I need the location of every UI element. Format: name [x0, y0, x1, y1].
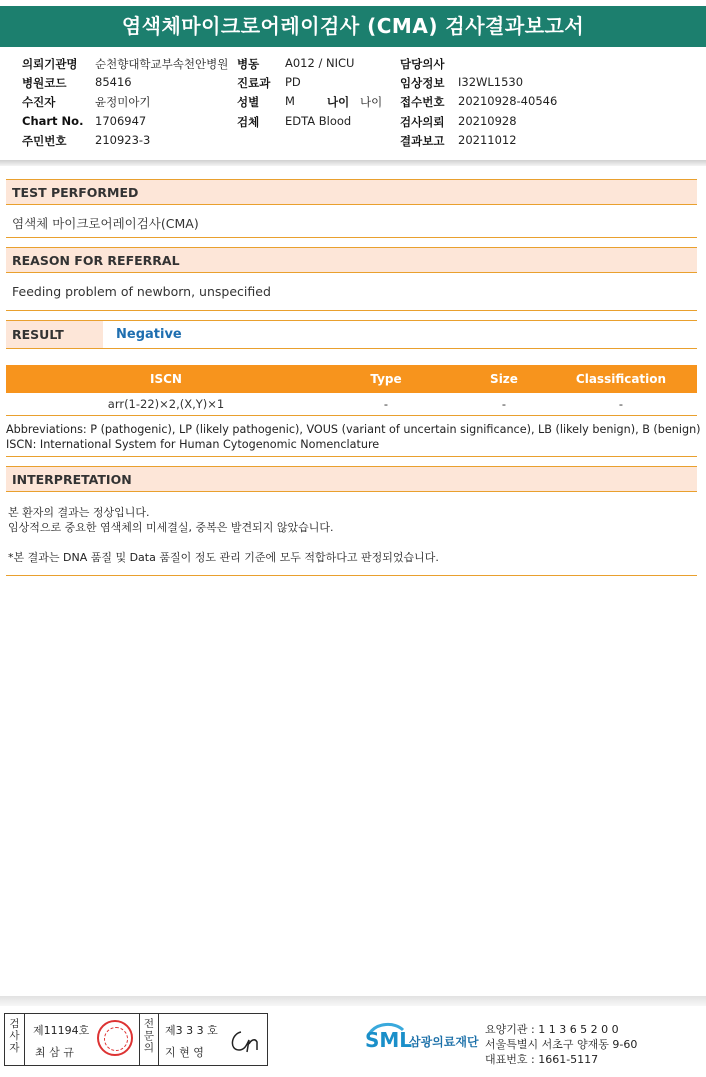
- info-label: 주민번호: [22, 134, 67, 148]
- signature-mark: [227, 1026, 263, 1056]
- result-label: RESULT: [6, 321, 103, 348]
- org-info-line: 서울특별시 서초구 양재동 9-60: [485, 1038, 638, 1051]
- info-label: 임상정보: [400, 76, 445, 90]
- info-label: 진료과: [237, 76, 271, 90]
- specialist-name: 지 현 영: [165, 1046, 204, 1059]
- table-cell-classification: -: [618, 397, 624, 411]
- info-label: 병원코드: [22, 76, 67, 90]
- info-value: 210923-3: [95, 133, 151, 147]
- org-info-line: 대표번호 : 1661-5117: [485, 1053, 599, 1066]
- info-label: 수진자: [22, 95, 56, 109]
- divider: [6, 575, 697, 576]
- signature-box: [4, 1013, 268, 1066]
- interpretation-note: *본 결과는 DNA 품질 및 Data 품질이 정도 관리 기준에 모두 적합하다고 판정되었습니다.: [8, 551, 439, 564]
- info-label: 접수번호: [400, 95, 445, 109]
- info-value: EDTA Blood: [285, 114, 352, 128]
- info-label: 의뢰기관명: [22, 57, 78, 71]
- divider: [6, 415, 697, 416]
- info-value: 윤정미아기: [95, 95, 151, 109]
- logo-text: SML: [365, 1028, 413, 1052]
- info-label: 검사의뢰: [400, 115, 445, 129]
- info-value: 1706947: [95, 114, 147, 128]
- result-row: [6, 320, 697, 349]
- table-cell-size: -: [501, 397, 507, 411]
- seal-stamp: [97, 1020, 133, 1056]
- divider: [6, 237, 697, 238]
- specialist-label: 전문의: [139, 1014, 159, 1065]
- examiner-license: 제11194호: [33, 1024, 90, 1037]
- iscn-note-line: ISCN: International System for Human Cytogenomic Nomenclature: [6, 438, 380, 451]
- examiner-label: 검사자: [5, 1014, 25, 1065]
- patient-info: [0, 52, 706, 157]
- interpretation-heading: INTERPRETATION: [6, 466, 697, 492]
- age-value: 나이: [360, 95, 383, 109]
- column-header: Size: [490, 372, 518, 386]
- info-label: 검체: [237, 115, 260, 129]
- interpretation-line: 임상적으로 중요한 염색체의 미세결실, 중복은 발견되지 않았습니다.: [8, 521, 334, 534]
- table-cell-iscn: arr(1-22)×2,(X,Y)×1: [107, 397, 225, 411]
- result-value: Negative: [116, 327, 182, 342]
- info-label: Chart No.: [22, 114, 84, 128]
- organization-name: 삼광의료재단: [409, 1035, 479, 1049]
- age-label: 나이: [327, 95, 350, 109]
- info-value: M: [285, 94, 295, 108]
- results-table-header: [6, 365, 697, 393]
- footer-divider: [0, 996, 706, 1006]
- info-value: PD: [285, 75, 301, 89]
- info-value: 85416: [95, 75, 132, 89]
- reason-text: Feeding problem of newborn, unspecified: [12, 284, 271, 299]
- sml-logo: [365, 1020, 480, 1060]
- test-performed-heading: TEST PERFORMED: [6, 179, 697, 205]
- info-label: 병동: [237, 57, 260, 71]
- header-divider: [0, 160, 706, 166]
- table-cell-type: -: [383, 397, 389, 411]
- divider: [6, 456, 697, 457]
- column-header: Type: [370, 372, 402, 386]
- info-value: 20210928: [458, 114, 517, 128]
- test-performed-text: 염색체 마이크로어레이검사(CMA): [12, 216, 199, 231]
- info-value: I32WL1530: [458, 75, 524, 89]
- info-value: 20211012: [458, 133, 517, 147]
- column-header: ISCN: [150, 372, 182, 386]
- info-label: 담당의사: [400, 57, 445, 71]
- abbreviations-line: Abbreviations: P (pathogenic), LP (likely pathogenic), VOUS (variant of uncertain significance), LB (likely benign), B (benign): [6, 423, 701, 436]
- info-label: 결과보고: [400, 134, 445, 148]
- specialist-license: 제3 3 3 호: [165, 1024, 218, 1037]
- info-label: 성별: [237, 95, 260, 109]
- info-value: A012 / NICU: [285, 56, 355, 70]
- info-value: 20210928-40546: [458, 94, 558, 108]
- interpretation-line: 본 환자의 결과는 정상입니다.: [8, 506, 150, 519]
- examiner-name: 최 삼 규: [35, 1046, 74, 1059]
- column-header: Classification: [575, 372, 667, 386]
- reason-heading: REASON FOR REFERRAL: [6, 247, 697, 273]
- divider: [6, 310, 697, 311]
- info-value: 순천향대학교부속천안병원: [95, 57, 229, 71]
- org-info-line: 요양기관 : 1 1 3 6 5 2 0 0: [485, 1023, 619, 1036]
- report-title: 염색체마이크로어레이검사 (CMA) 검사결과보고서: [0, 6, 706, 47]
